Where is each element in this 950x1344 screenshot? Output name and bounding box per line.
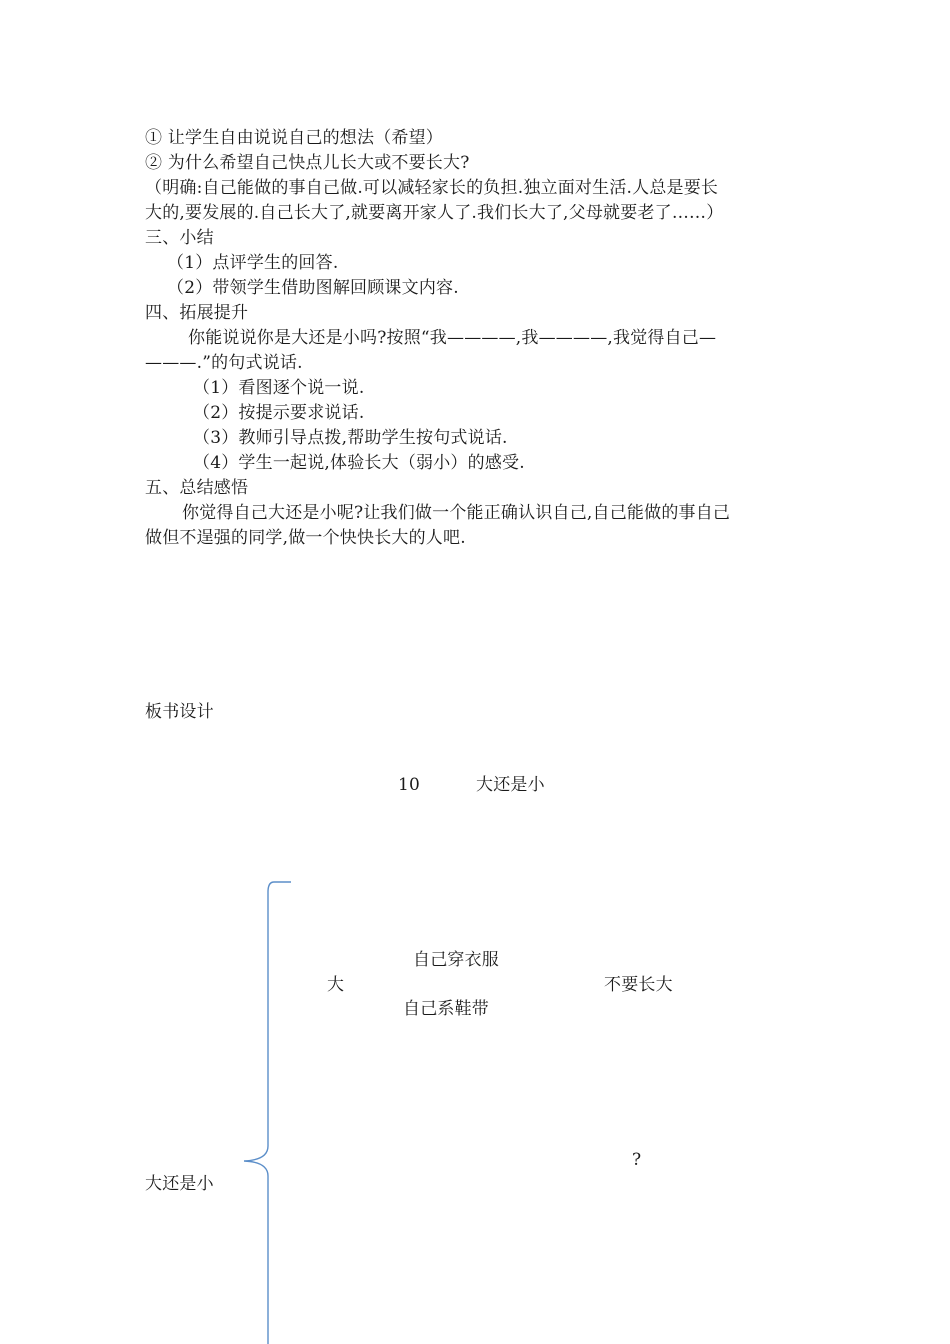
board-title-text: 大还是小	[476, 775, 545, 795]
extend-para-line-2: ———.”的句式说话.	[145, 353, 303, 373]
upper-item-1: 自己穿衣服	[413, 950, 499, 970]
extend-item-3: （3）教师引导点拨,帮助学生按句式说话.	[193, 428, 508, 448]
upper-branch-label: 大	[327, 975, 345, 995]
extend-item-2: （2）按提示要求说话.	[193, 403, 365, 423]
clarify-line-2: 大的,要发展的.自己长大了,就要离开家人了.我们长大了,父母就要老了……）	[145, 203, 724, 223]
extend-para-line-1: 你能说说你是大还是小吗?按照“我————,我————,我觉得自己—	[188, 328, 717, 348]
step-2: ② 为什么希望自己快点儿长大或不要长大?	[145, 153, 470, 173]
board-title-number: 10	[398, 775, 421, 795]
summary-item-1: （1）点评学生的回答.	[167, 253, 339, 273]
conclusion-line-2: 做但不逞强的同学,做一个快快长大的人吧.	[145, 528, 466, 548]
upper-item-2: 自己系鞋带	[403, 999, 489, 1019]
lower-question-mark: ?	[632, 1150, 642, 1170]
step-1: ① 让学生自由说说自己的想法（希望）	[145, 128, 444, 148]
clarify-line-1: （明确:自己能做的事自己做.可以减轻家长的负担.独立面对生活.人总是要长	[145, 178, 719, 198]
section-extend-heading: 四、拓展提升	[145, 303, 249, 323]
conclusion-line-1: 你觉得自己大还是小呢?让我们做一个能正确认识自己,自己能做的事自己	[182, 503, 731, 523]
extend-item-4: （4）学生一起说,体验长大（弱小）的感受.	[193, 453, 525, 473]
upper-branch-right: 不要长大	[604, 975, 673, 995]
section-conclusion-heading: 五、总结感悟	[145, 478, 249, 498]
board-heading: 板书设计	[145, 702, 214, 722]
summary-item-2: （2）带领学生借助图解回顾课文内容.	[167, 278, 459, 298]
brace-icon	[240, 878, 300, 1344]
extend-item-1: （1）看图逐个说一说.	[193, 378, 365, 398]
board-left-label: 大还是小	[145, 1174, 214, 1194]
section-summary-heading: 三、小结	[145, 228, 214, 248]
